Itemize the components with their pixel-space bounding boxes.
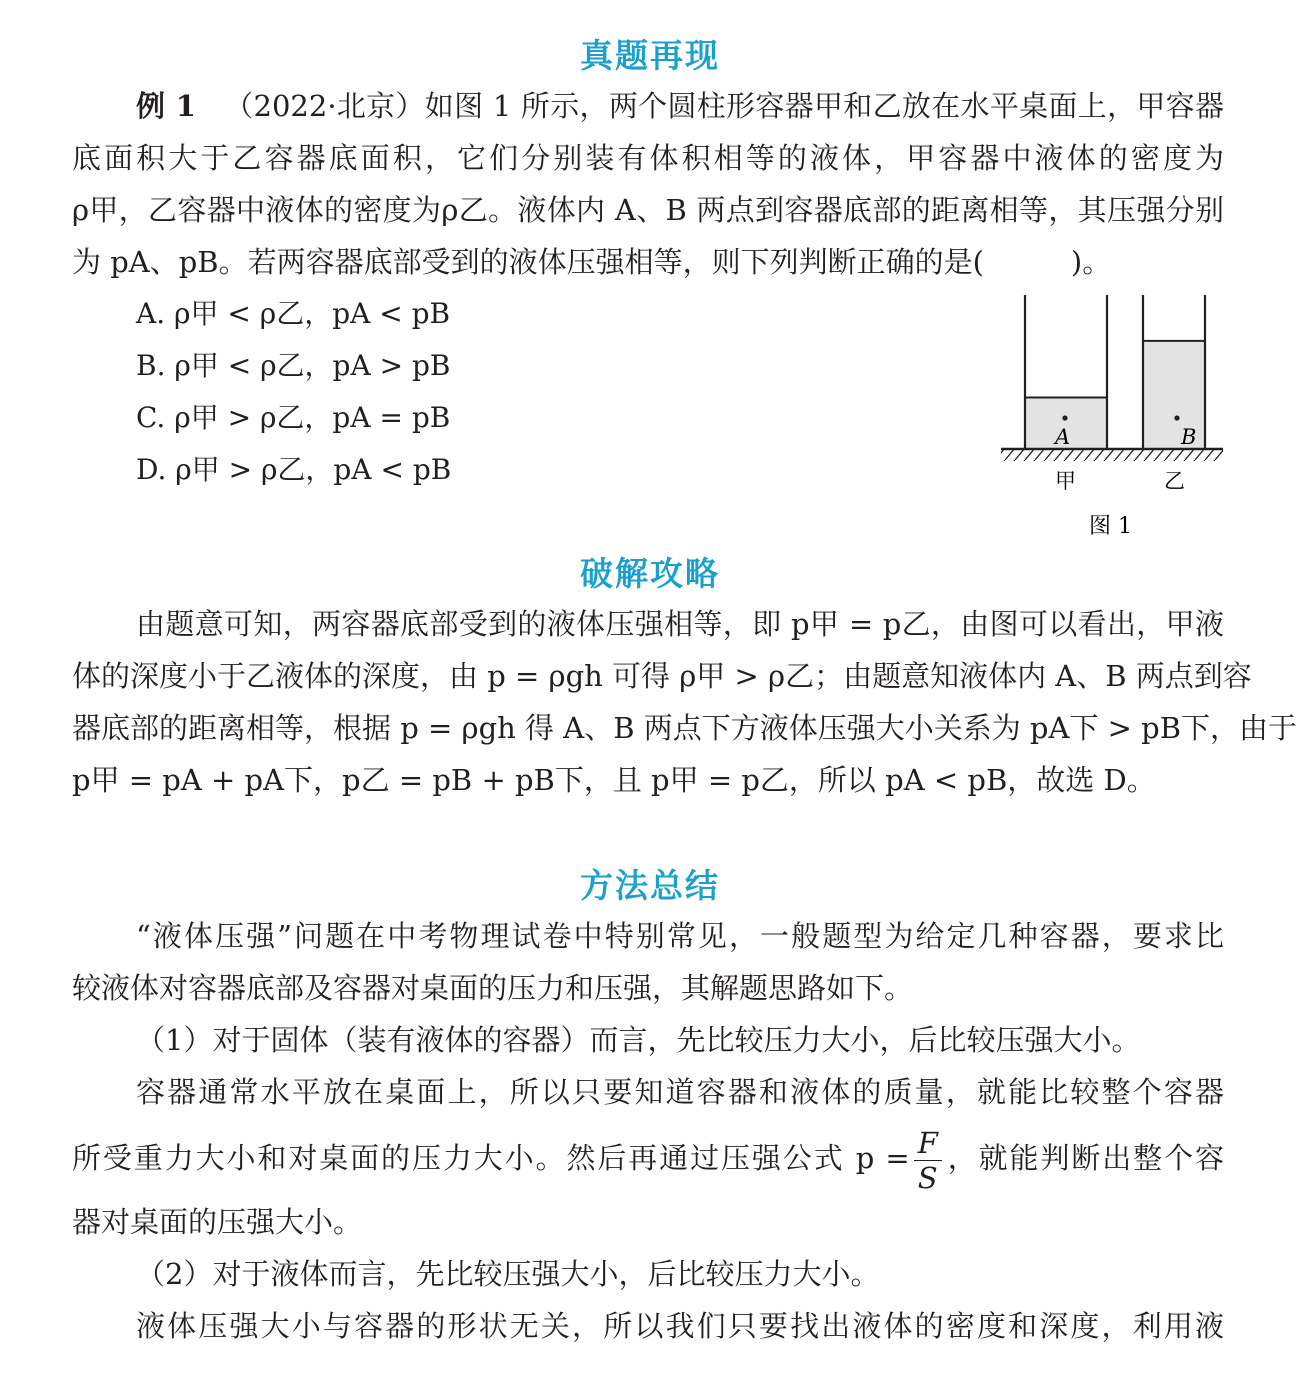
question-line-2: 底面积大于乙容器底面积，它们分别装有体积相等的液体，甲容器中液体的密度为 (72, 141, 1224, 175)
summary-line-5: 器对桌面的压强大小。 (72, 1205, 363, 1239)
analysis-line-4: p甲 = pA + pA下，p乙 = pB + pB下，且 p甲 = p乙，所以 pA < pB，故选 D。 (72, 763, 1156, 797)
fraction-denominator: S (917, 1160, 938, 1195)
section-heading-summary: 方法总结 (580, 866, 720, 905)
summary-line-2: 较液体对容器底部及容器对桌面的压力和压强，其解题思路如下。 (72, 971, 914, 1005)
section-heading-real-exam: 真题再现 (580, 36, 720, 75)
option-d: D. ρ甲 > ρ乙，pA < pB (136, 453, 452, 486)
ground-hatching (1001, 450, 1223, 461)
point-a-dot (1062, 415, 1067, 420)
analysis-line-1: 由题意可知，两容器底部受到的液体压强相等，即 p甲 = p乙，由图可以看出，甲液 (136, 607, 1224, 641)
example-label: 例 1 (136, 89, 196, 123)
container-left-label: 甲 (1055, 469, 1076, 493)
question-line-1 (136, 86, 1224, 126)
summary-line-4: 容器通常水平放在桌面上，所以只要知道容器和液体的质量，就能比较整个容器 (136, 1075, 1224, 1109)
analysis-line-2: 体的深度小于乙液体的深度，由 p = ρgh 可得 ρ甲 > ρ乙；由题意知液体内 A、B 两点到容 (72, 659, 1252, 693)
summary-line-7: 液体压强大小与容器的形状无关，所以我们只要找出液体的密度和深度，利用液 (136, 1309, 1224, 1343)
option-b: B. ρ甲 < ρ乙，pA > pB (136, 349, 451, 382)
point-b-dot (1174, 415, 1179, 420)
summary-line-6: （2）对于液体而言，先比较压强大小，后比较压力大小。 (136, 1257, 880, 1291)
section-heading-analysis: 破解攻略 (580, 554, 720, 593)
pressure-formula-fraction (914, 1126, 942, 1195)
fraction-numerator: F (914, 1126, 942, 1161)
question-text-1: （2022·北京）如图 1 所示，两个圆柱形容器甲和乙放在水平桌面上，甲容器 (223, 89, 1224, 123)
analysis-line-3: 器底部的距离相等，根据 p = ρgh 得 A、B 两点下方液体压强大小关系为 pA下 > pB下，由于 (72, 711, 1298, 745)
option-a: A. ρ甲 < ρ乙，pA < pB (136, 297, 451, 330)
container-right-label: 乙 (1164, 469, 1185, 493)
point-a-label: A (1055, 425, 1071, 449)
point-b-label: B (1181, 425, 1197, 449)
summary-line-3: （1）对于固体（装有液体的容器）而言，先比较压力大小，后比较压强大小。 (136, 1023, 1141, 1057)
formula-line-before: 所受重力大小和对桌面的压力大小。然后再通过压强公式 p = (72, 1141, 910, 1175)
summary-line-1: “液体压强”问题在中考物理试卷中特别常见，一般题型为给定几种容器，要求比 (136, 919, 1224, 953)
figure-1-containers (995, 292, 1230, 547)
formula-line-after: ，就能判断出整个容 (945, 1141, 1224, 1175)
question-line-4: 为 pA、pB。若两容器底部受到的液体压强相等，则下列判断正确的是( )。 (72, 245, 1112, 279)
summary-formula-line (72, 1122, 1224, 1194)
figure-caption: 图 1 (1089, 514, 1132, 539)
question-line-3: ρ甲，乙容器中液体的密度为ρ乙。液体内 A、B 两点到容器底部的距离相等，其压强分别 (72, 193, 1224, 227)
option-c: C. ρ甲 > ρ乙，pA = pB (136, 401, 451, 434)
